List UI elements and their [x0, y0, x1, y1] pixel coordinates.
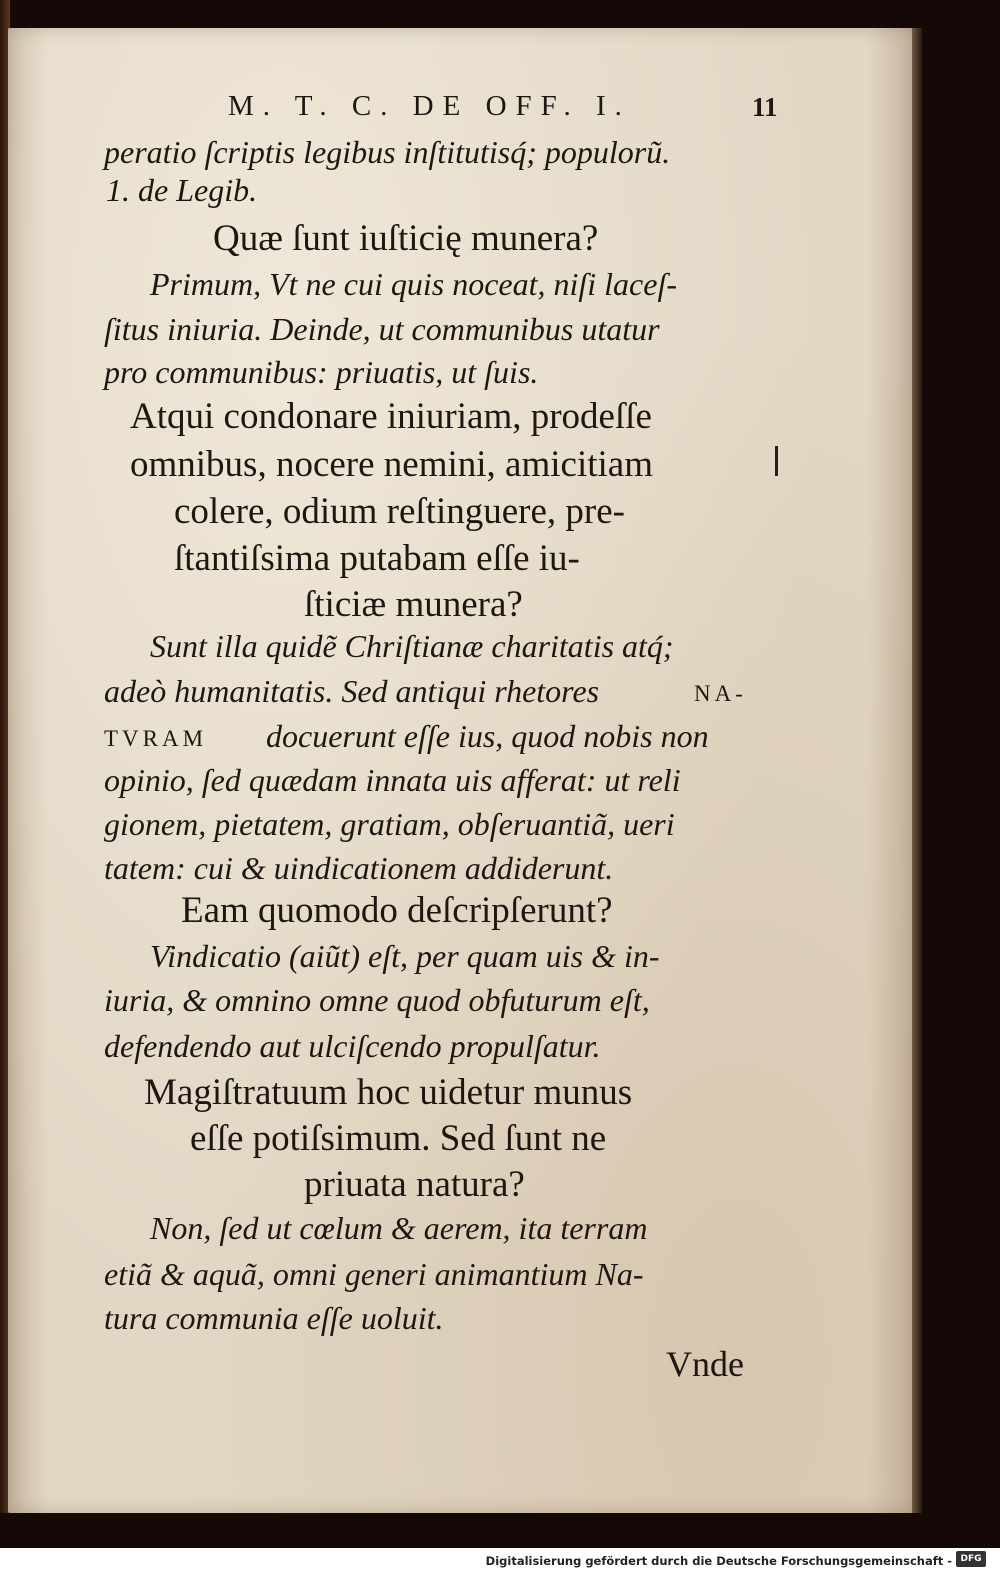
text-line: tatem: cui & uindicationem addiderunt. [104, 850, 614, 886]
text-line: gionem, pietatem, gratiam, obſeruantiã, ueri [104, 806, 675, 842]
question-line: eſſe potiſsimum. Sed ſunt ne [190, 1118, 607, 1159]
small-caps-word: NA- [694, 681, 747, 706]
text-line: docuerunt eſſe ius, quod nobis non [266, 718, 709, 754]
text-line: peratio ſcriptis legibus inſtitutisq́; populorũ. [104, 134, 671, 170]
text-line: etiã & aquã, omni generi animantium Na- [104, 1256, 644, 1292]
margin-bracket-mark [775, 446, 778, 476]
folio-number: 11 [752, 92, 778, 122]
marginal-reference: 1. de Legib. [106, 172, 258, 208]
question-line: Quæ ſunt iuſticię munera? [213, 218, 599, 259]
scan-bottom-band [0, 1513, 1000, 1548]
question-line: ſtantiſsima putabam eſſe iu- [174, 538, 580, 579]
text-line: Sunt illa quidẽ Chriſtianæ charitatis atq́; [150, 628, 674, 664]
text-line: ſitus iniuria. Deinde, ut communibus utatur [104, 311, 660, 347]
text-line: defendendo aut ulciſcendo propulſatur. [104, 1028, 601, 1064]
text-line: Non, ſed ut cœlum & aerem, ita terram [150, 1210, 648, 1246]
small-caps-word: TVRAM [104, 726, 208, 751]
text-line: iuria, & omnino omne quod obfuturum eſt, [104, 982, 650, 1018]
question-line: Atqui condonare iniuriam, prodeſſe [130, 396, 652, 437]
text-line: tura communia eſſe uoluit. [104, 1300, 444, 1336]
text-line: pro communibus: priuatis, ut ſuis. [104, 354, 539, 390]
page-right-edge [912, 28, 922, 1513]
dfg-logo: DFG [956, 1551, 986, 1567]
text-line: opinio, ſed quædam innata uis afferat: ut reli [104, 762, 681, 798]
digitization-credit: Digitalisierung gefördert durch die Deutsche Forschungsgemeinschaft - [485, 1554, 952, 1568]
question-line: Eam quomodo deſcripſerunt? [181, 890, 613, 931]
question-line: ſticiæ munera? [304, 584, 523, 625]
question-line: colere, odium reſtinguere, pre- [174, 491, 625, 532]
catchword: Vnde [666, 1344, 744, 1384]
running-head: M. T. C. DE OFF. I. [228, 90, 631, 122]
text-line: adeò humanitatis. Sed antiqui rhetores [104, 673, 600, 709]
question-line: Magiſtratuum hoc uidetur munus [144, 1072, 633, 1113]
question-line: omnibus, nocere nemini, amicitiam [130, 444, 654, 485]
text-line: Primum, Vt ne cui quis noceat, niſi laceſ- [150, 266, 677, 302]
text-line: Vindicatio (aiũt) eſt, per quam uis & in- [150, 938, 660, 974]
question-line: priuata natura? [304, 1164, 525, 1205]
